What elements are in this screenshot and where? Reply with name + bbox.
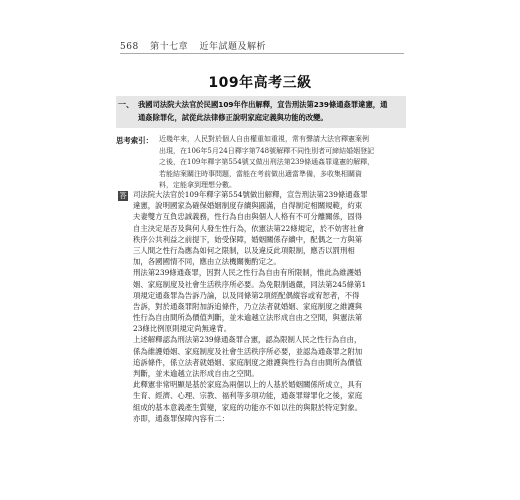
answer-line: 秩序公共利益之前提下，始受保障，婚姻關係存續中，配偶之一方與第 <box>133 234 363 244</box>
answer-line: 司法院大法官於109年釋字第554號做出解釋，宣告刑法第239條通姦罪 <box>133 190 368 199</box>
answer-mark: 答 <box>119 191 127 200</box>
answer-line: 自主決定是否及與何人發生性行為，依憲法第22條規定，於不妨害社會 <box>133 223 365 233</box>
chapter-title: 近年試題及解析 <box>199 42 266 52</box>
answer-line: 此釋憲非常明顯是基於家庭為兩個以上的人基於婚姻關係所成立，具有 <box>133 380 363 390</box>
answer-text <box>133 189 405 424</box>
answer-line: 組成的基本意義產生質變，家庭的功能亦不如以往的與限於特定對象。 <box>133 402 363 412</box>
answer-line: 違憲，說明國家為確保婚姻制度存續與圓滿，自得制定相關規範，約束 <box>133 201 363 211</box>
question-line: 我國司法院大法官於民國109年作出解釋，宣告刑法第239條通姦罪違憲，通 <box>138 100 388 109</box>
exam-title: 109年高考三級 <box>208 75 312 91</box>
answer-line: 判斷，並未逾越立法形成自由之空間。 <box>133 369 259 378</box>
running-header <box>120 39 274 52</box>
question-text <box>138 98 404 124</box>
answer-line: 23條比例原則規定尚無違背。 <box>133 324 232 334</box>
index-text <box>159 134 405 192</box>
answer-line: 刑法第239條通姦罪，因對人民之性行為自由有所限制，惟此為維護婚 <box>133 268 362 278</box>
index-line: 料，定能拿到理想分數。 <box>159 181 236 189</box>
index-line: 近幾年來，人民對於個人自由權重如重視，常有聲請大法官釋憲案例 <box>159 135 369 143</box>
chapter-label: 第十七章 <box>150 42 189 52</box>
answer-line: 項規定通姦罪為告訴乃論，以及同條第2項經配偶縱容或宥恕者，不得 <box>133 290 360 300</box>
index-line: 出現，在106年5月24日釋字第748號解釋不同性別者可締結婚姻登記 <box>159 146 375 155</box>
page-number: 568 <box>120 42 139 52</box>
answer-line: 加，各國國情不同，應由立法機關衡酌定之。 <box>133 257 281 267</box>
answer-line: 亦即，通姦罪保障內容有二： <box>133 413 230 423</box>
answer-line: 係為維護婚姻、家庭制度及社會生活秩序所必要，並認為通姦罪之附加 <box>133 346 363 356</box>
answer-line: 上述解釋認為刑法第239條通姦罪合憲，認為限制人民之性行為自由， <box>133 335 362 345</box>
index-line: 若能結案關注時事問題，當能在考前做出適當準備，多收集相關資 <box>159 169 362 178</box>
answer-line: 告訴，對於通姦罪附加訴追條件，乃立法者就婚姻、家庭制度之維護與 <box>133 301 363 311</box>
index-line: 之後，在109年釋字第554號又做出刑法第239條通姦罪違憲的解釋， <box>159 158 375 166</box>
question-box <box>116 96 406 128</box>
answer-line: 夫妻雙方互負忠誠義務，性行為自由與個人人格有不可分離關係，固得 <box>133 212 363 222</box>
answer-line: 追訴條件，係立法者就婚姻、家庭制度之維護與性行為自由間所為價值 <box>133 357 363 367</box>
header-rule <box>120 53 404 54</box>
index-label: 思考索引： <box>116 136 153 145</box>
question-line: 通姦除罪化，試從此法律修正說明家庭定義與功能的改變。 <box>138 113 328 122</box>
answer-line: 姻、家庭制度及社會生活秩序所必要。為免限制過嚴，同法第245條第1 <box>133 279 367 289</box>
answer-line: 性行為自由間所為價值判斷，並未逾越立法形成自由之空間，與憲法第 <box>133 313 363 323</box>
answer-line: 生育、經濟、心理、宗教、福利等多項功能，通姦罪辯罪化之後，家庭 <box>133 391 363 401</box>
question-number: 一、 <box>118 100 134 109</box>
answer-line: 三人間之性行為應為如何之限制，以及違反此項限制，應否以罰刑相 <box>133 245 355 255</box>
